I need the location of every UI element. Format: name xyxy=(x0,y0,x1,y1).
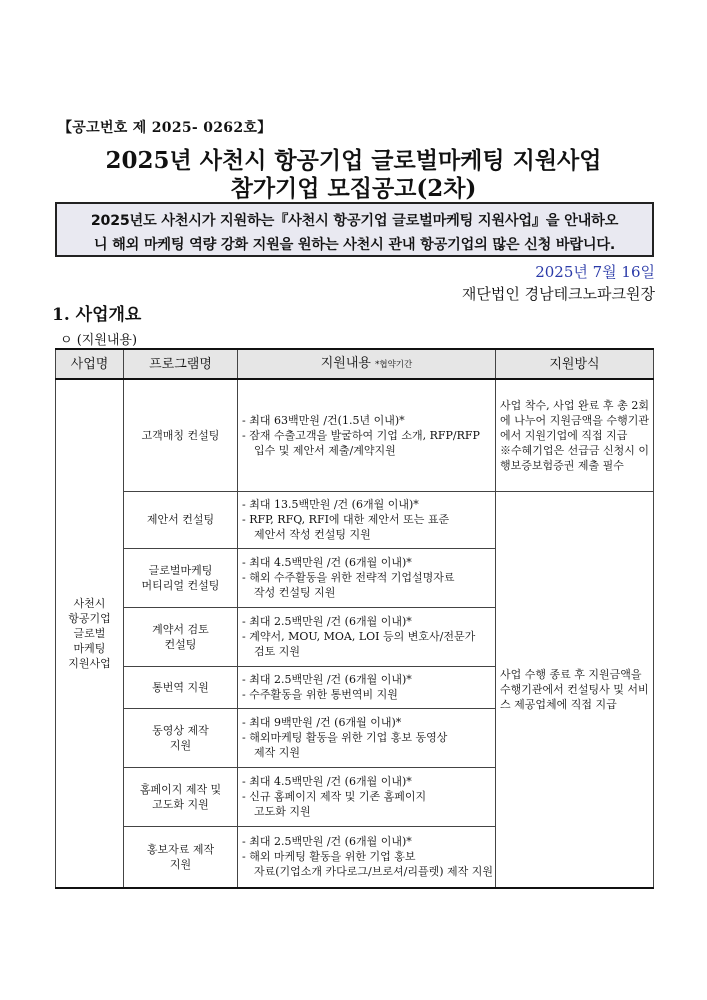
support-content-line: - 해외 마케팅 활동을 위한 기업 홍보 xyxy=(242,850,416,864)
business-name-line: 항공기업 xyxy=(68,612,111,625)
support-content-cell xyxy=(238,708,496,767)
support-table xyxy=(55,348,654,889)
program-name-line: 계약서 검토 xyxy=(152,622,209,636)
support-content-line: - 최대 4.5백만원 /건 (6개월 이내)* xyxy=(242,556,412,569)
support-content-line: - 최대 2.5백만원 /건 (6개월 이내)* xyxy=(242,673,412,686)
program-name-cell xyxy=(124,767,238,826)
program-name-line: 고객매칭 컨설팅 xyxy=(141,428,220,442)
support-method-text: 사업 수행 종료 후 지원금액을 수행기관에서 컨설팅사 및 서비스 제공업체에 직접 지급 xyxy=(500,667,649,711)
page-title-line1: 2025년 사천시 항공기업 글로벌마케팅 지원사업 xyxy=(105,147,602,174)
support-content-cell xyxy=(238,666,496,708)
business-name-line: 마케팅 xyxy=(73,642,106,655)
intro-line1: 2025년도 사천시가 지원하는『사천시 항공기업 글로벌마케팅 지원사업』을 안내하오 xyxy=(90,213,619,229)
support-content-line: - 해외 수주활동을 위한 전략적 기업설명자료 xyxy=(242,571,455,584)
support-content-line: - 신규 홈페이지 제작 및 기존 홈페이지 xyxy=(242,790,427,803)
program-name-line: 홈페이지 제작 및 xyxy=(139,782,222,796)
support-content-line: - RFP, RFQ, RFI에 대한 제안서 또는 표준 xyxy=(242,513,450,526)
program-name-line: 홍보자료 제작 xyxy=(146,842,215,856)
support-content-line: - 계약서, MOU, MOA, LOI 등의 변호사/전문가 xyxy=(242,630,476,643)
organization-name: 재단법인 경남테크노파크원장 xyxy=(461,285,655,303)
support-content-line: - 최대 2.5백만원 /건 (6개월 이내)* xyxy=(242,615,412,628)
program-name-cell xyxy=(124,607,238,666)
support-content-cell xyxy=(238,548,496,607)
support-content-line: - 최대 63백만원 /건(1.5년 이내)* xyxy=(242,413,405,427)
program-name-line: 글로벌마케팅 xyxy=(148,563,213,577)
support-content-cell xyxy=(238,379,496,491)
support-content-line: - 수주활동을 위한 통번역비 지원 xyxy=(242,688,398,701)
program-name-line: 동영상 제작 xyxy=(152,723,209,737)
program-name-cell xyxy=(124,379,238,491)
program-name-line: 고도화 지원 xyxy=(152,797,209,811)
support-method-note: ※수혜기업은 선급금 신청시 이행보증보험증권 제출 필수 xyxy=(500,443,650,472)
support-method-text: 사업 착수, 사업 완료 후 총 2회에 나누어 지원금액을 수행기관에서 지원기업에 직접 지급 xyxy=(500,398,649,442)
program-name-line: 컨설팅 xyxy=(164,637,197,651)
header-content xyxy=(238,349,496,379)
section-title: 1. 사업개요 xyxy=(52,305,142,325)
support-method-cell-1 xyxy=(496,379,654,491)
support-content-line: 자료(기업소개 카다로그/브로셔/리플렛) 제작 지원 xyxy=(254,865,494,879)
program-name-cell xyxy=(124,708,238,767)
support-content-line: - 최대 2.5백만원 /건 (6개월 이내)* xyxy=(242,835,412,849)
support-content-line: - 최대 9백만원 /건 (6개월 이내)* xyxy=(242,716,402,729)
support-content-line: - 잠재 수출고객을 발굴하여 기업 소개, RFP/RFP xyxy=(242,428,480,442)
header-content-note: *협약기간 xyxy=(375,359,413,370)
program-name-line: 지원 xyxy=(169,857,192,871)
program-name-line: 지원 xyxy=(169,738,192,752)
intro-box xyxy=(55,202,654,257)
header-program: 프로그램명 xyxy=(124,349,238,379)
support-content-cell xyxy=(238,491,496,548)
subheading: ㅇ (지원내용) xyxy=(60,333,138,348)
business-name-line: 지원사업 xyxy=(68,657,111,670)
program-name-cell xyxy=(124,548,238,607)
notice-number: 【공고번호 제 2025- 0262호】 xyxy=(58,120,272,136)
program-name-line: 머티리얼 컨설팅 xyxy=(141,578,220,592)
support-content-line: 제안서 작성 컨설팅 지원 xyxy=(254,528,371,541)
page-title-line2: 참가기업 모집공고(2차) xyxy=(230,175,477,202)
announcement-date: 2025년 7월 16일 xyxy=(535,263,655,281)
support-content-cell xyxy=(238,767,496,826)
support-content-cell xyxy=(238,607,496,666)
header-content-label: 지원내용 xyxy=(320,355,371,371)
support-content-line: - 최대 4.5백만원 /건 (6개월 이내)* xyxy=(242,775,412,788)
support-content-line: 제작 지원 xyxy=(254,746,301,759)
program-name-line: 통번역 지원 xyxy=(152,680,209,694)
program-name-cell xyxy=(124,491,238,548)
program-name-cell xyxy=(124,826,238,888)
support-content-line: - 해외마케팅 활동을 위한 기업 홍보 동영상 xyxy=(242,731,448,744)
support-content-line: 작성 컨설팅 지원 xyxy=(254,586,336,599)
support-method-cell-2 xyxy=(496,491,654,888)
business-name-line: 사천시 xyxy=(73,597,106,610)
support-content-line: - 최대 13.5백만원 /건 (6개월 이내)* xyxy=(242,498,419,511)
support-content-line: 고도화 지원 xyxy=(254,805,311,818)
header-method: 지원방식 xyxy=(496,349,654,379)
business-name-cell xyxy=(56,379,124,888)
program-name-line: 제안서 컨설팅 xyxy=(146,513,215,526)
program-name-cell xyxy=(124,666,238,708)
intro-line2: 니 해외 마케팅 역량 강화 지원을 원하는 사천시 관내 항공기업의 많은 신청 바랍니다. xyxy=(93,237,616,253)
support-content-line: 검토 지원 xyxy=(254,645,301,658)
table-header-row xyxy=(56,349,654,379)
table-row xyxy=(56,491,654,548)
business-name-line: 글로벌 xyxy=(73,627,106,640)
support-content-cell xyxy=(238,826,496,888)
table-row xyxy=(56,379,654,491)
support-content-line: 입수 및 제안서 제출/계약지원 xyxy=(254,443,396,457)
header-business: 사업명 xyxy=(56,349,124,379)
